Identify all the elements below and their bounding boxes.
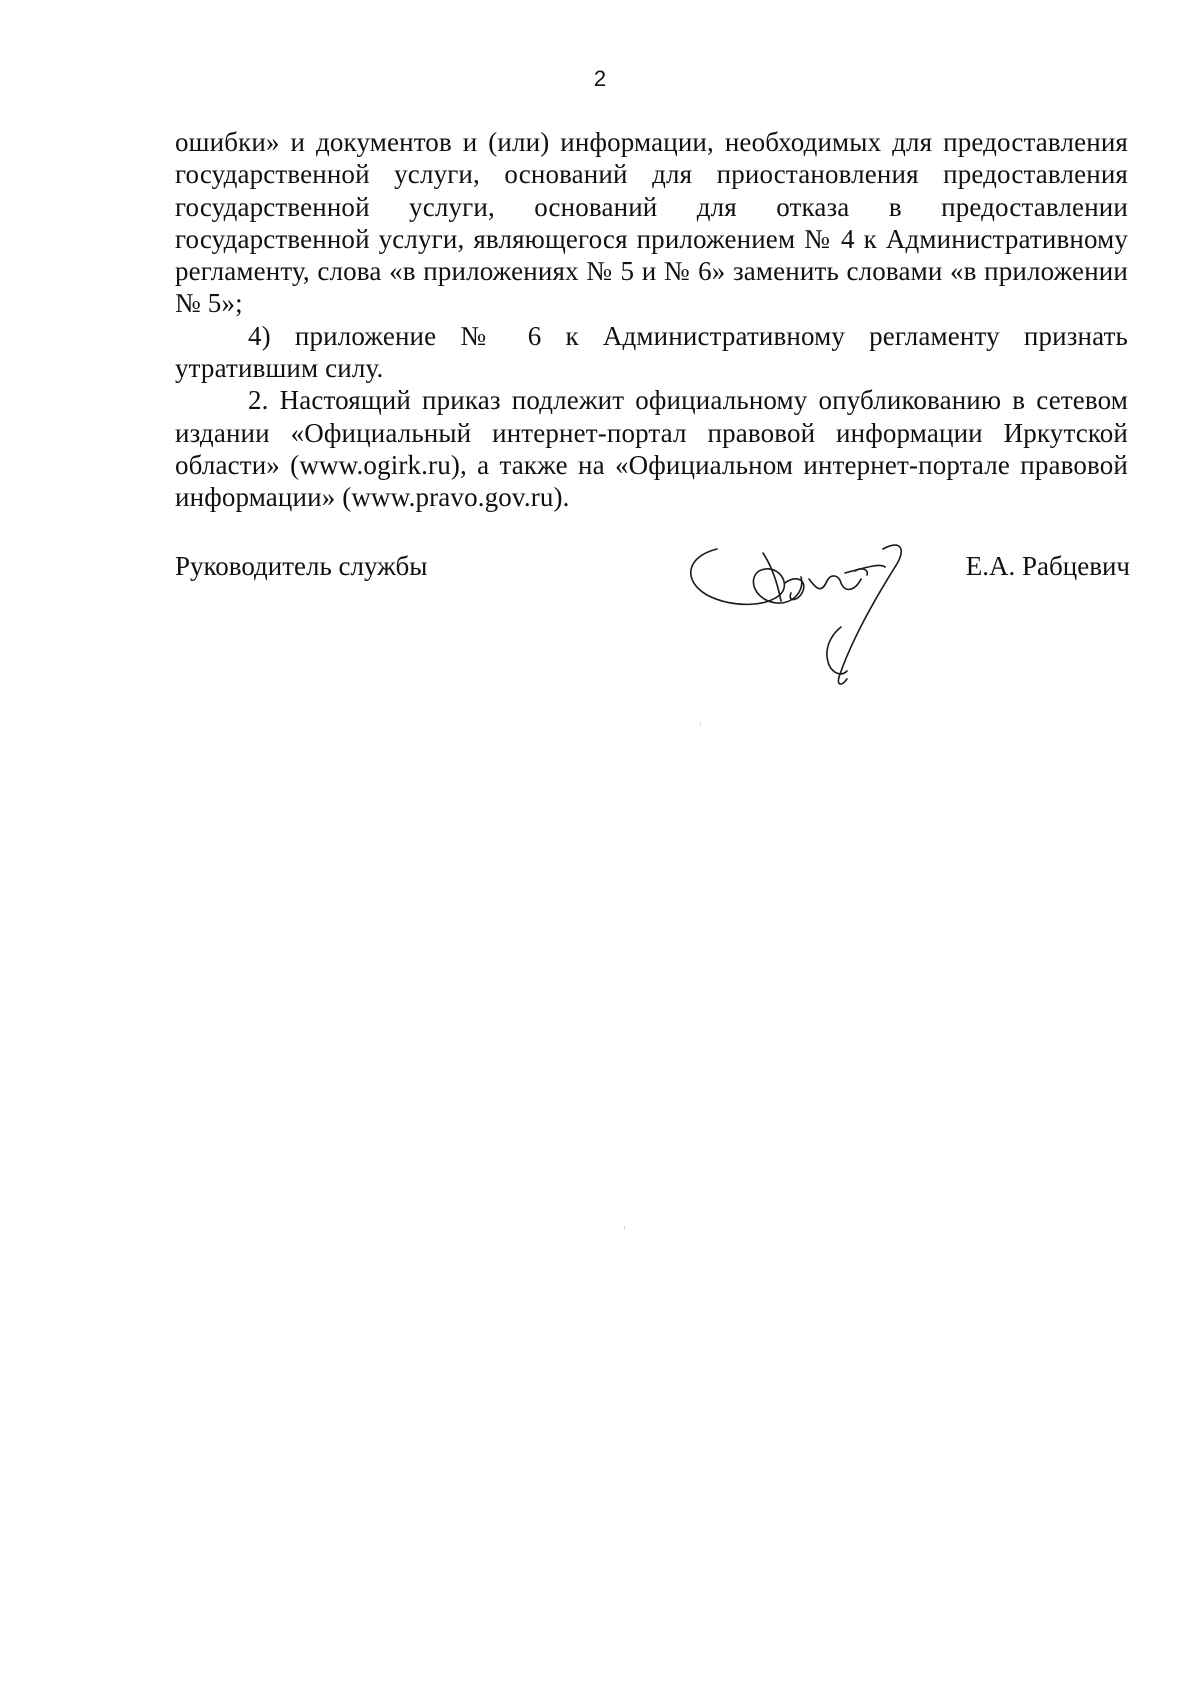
handwritten-signature-icon: [655, 509, 955, 709]
scan-speck: [700, 722, 701, 725]
paragraph-item-4: 4) приложение № 6 к Административному регламенту признать утратившим силу.: [175, 320, 1128, 384]
paragraph-continuation: ошибки» и документов и (или) информации, необходимых для предоставления государственной услуги, оснований для приостановления предоставления государственной услуги, оснований для отказа в предоставлении государственной услуги, являющегося приложением № 4 к Административному регламенту, слова «в приложениях № 5 и № 6» заменить словами «в приложении № 5»;: [175, 127, 1128, 319]
scan-speck: [624, 1226, 625, 1229]
page-number: 2: [593, 66, 607, 91]
paragraph-publication-clause: 2. Настоящий приказ подлежит официальному опубликованию в сетевом издании «Официальный интернет-портал правовой информации Иркутской области» (www.ogirk.ru), а также на «Официальном интернет-портале правовой информации» (www.pravo.gov.ru).: [175, 385, 1128, 513]
document-body: [175, 126, 1128, 514]
signature-block: [175, 551, 1130, 711]
signer-name: Е.А. Рабцевич: [965, 551, 1130, 581]
signer-position: Руководитель службы: [175, 551, 428, 581]
